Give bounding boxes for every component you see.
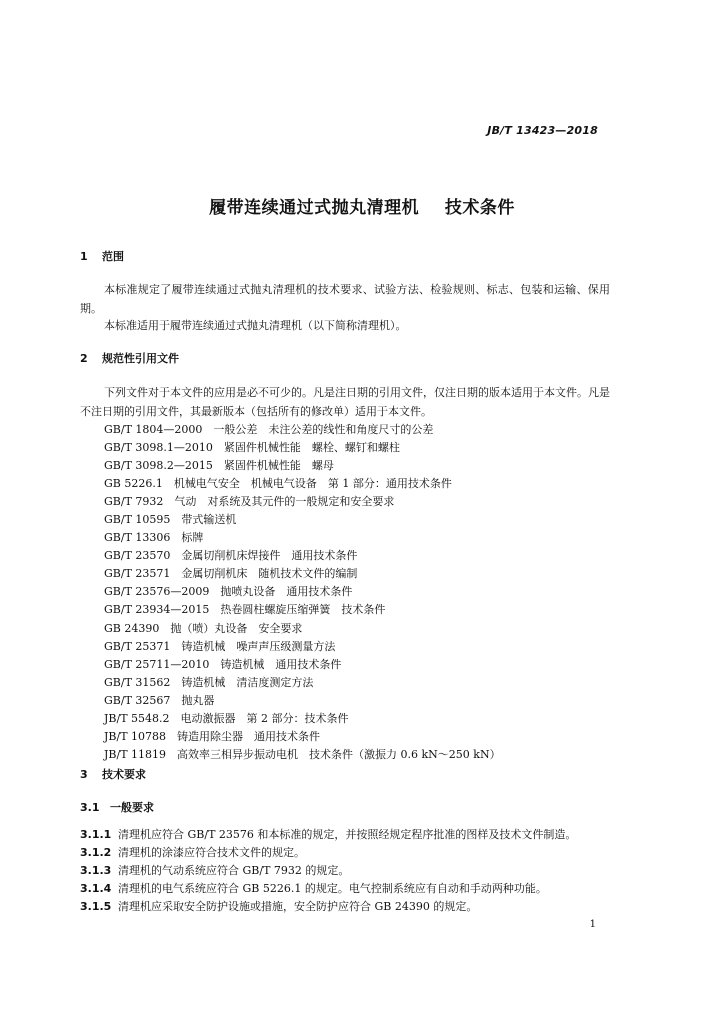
reference-code: GB/T 25711—2010 bbox=[104, 657, 210, 671]
reference-title: 一般公差 未注公差的线性和角度尺寸的公差 bbox=[213, 423, 434, 436]
clause-item bbox=[80, 880, 547, 896]
reference-item bbox=[104, 746, 501, 764]
reference-code: GB/T 7932 bbox=[104, 495, 164, 509]
reference-item bbox=[104, 656, 501, 674]
section-1-heading bbox=[80, 248, 124, 264]
reference-item bbox=[104, 692, 501, 710]
reference-code: GB 24390 bbox=[104, 621, 160, 635]
subsection-number: 3.1 bbox=[80, 801, 100, 814]
clause-number: 3.1.5 bbox=[80, 900, 112, 913]
section-number: 3 bbox=[80, 768, 88, 781]
reference-title: 抛（喷）丸设备 安全要求 bbox=[170, 621, 303, 635]
clause-item bbox=[80, 898, 477, 914]
reference-code: GB 5226.1 bbox=[104, 477, 163, 491]
clause-item bbox=[80, 844, 305, 860]
reference-title: 铸造机械 通用技术条件 bbox=[220, 657, 342, 671]
clause-item bbox=[80, 862, 349, 878]
reference-code: JB/T 11819 bbox=[104, 747, 167, 761]
reference-code: GB/T 3098.1—2010 bbox=[104, 441, 213, 455]
scope-paragraph-2: 本标准适用于履带连续通过式抛丸清理机（以下简称清理机）。 bbox=[104, 319, 407, 332]
reference-item bbox=[104, 439, 501, 457]
reference-title: 高效率三相异步振动电机 技术条件（激振力 0.6 kN～250 kN） bbox=[177, 747, 501, 761]
reference-title: 金属切削机床焊接件 通用技术条件 bbox=[181, 549, 358, 563]
standard-number: JB/T 13423—2018 bbox=[487, 124, 598, 137]
reference-code: GB/T 31562 bbox=[104, 675, 171, 689]
reference-code: JB/T 10788 bbox=[104, 729, 167, 743]
section-title: 技术要求 bbox=[102, 768, 146, 781]
document-title: 履带连续通过式抛丸清理机 技术条件 bbox=[209, 198, 515, 218]
clause-text: 清理机应采取安全防护设施或措施，安全防护应符合 GB 24390 的规定。 bbox=[118, 900, 478, 913]
reference-title: 抛喷丸设备 通用技术条件 bbox=[220, 585, 353, 599]
reference-title: 紧固件机械性能 螺母 bbox=[223, 459, 334, 473]
subsection-title: 一般要求 bbox=[110, 801, 154, 814]
scope-paragraph-1: 本标准规定了履带连续通过式抛丸清理机的技术要求、试验方法、检验规则、标志、包装和运输、保用期。 bbox=[80, 283, 610, 315]
reference-item bbox=[104, 565, 501, 583]
clause-item bbox=[80, 826, 576, 842]
reference-item bbox=[104, 547, 501, 565]
reference-code: GB/T 23576—2009 bbox=[104, 585, 210, 599]
reference-code: GB/T 25371 bbox=[104, 639, 171, 653]
reference-code: GB/T 10595 bbox=[104, 513, 171, 527]
clause-text: 清理机的涂漆应符合技术文件的规定。 bbox=[118, 846, 305, 859]
references-intro: 下列文件对于本文件的应用是必不可少的。凡是注日期的引用文件，仅注日期的版本适用于本文件。凡是不注日期的引用文件，其最新版本（包括所有的修改单）适用于本文件。 bbox=[80, 386, 610, 418]
reference-item bbox=[104, 710, 501, 728]
reference-item bbox=[104, 457, 501, 475]
reference-code: JB/T 5548.2 bbox=[104, 711, 170, 725]
reference-code: GB/T 32567 bbox=[104, 693, 171, 707]
reference-title: 气动 对系统及其元件的一般规定和安全要求 bbox=[174, 495, 395, 509]
reference-code: GB/T 23934—2015 bbox=[104, 603, 210, 617]
reference-item bbox=[104, 674, 501, 692]
reference-title: 标牌 bbox=[181, 531, 204, 545]
reference-title: 铸造用除尘器 通用技术条件 bbox=[177, 729, 321, 743]
reference-item bbox=[104, 728, 501, 746]
section-title: 范围 bbox=[102, 250, 124, 263]
reference-title: 机械电气安全 机械电气设备 第 1 部分：通用技术条件 bbox=[173, 477, 452, 491]
clause-number: 3.1.3 bbox=[80, 864, 112, 877]
clause-number: 3.1.1 bbox=[80, 828, 112, 841]
clause-text: 清理机的气动系统应符合 GB/T 7932 的规定。 bbox=[118, 864, 350, 877]
subsection-3-1-heading bbox=[80, 799, 154, 815]
reference-title: 金属切削机床 随机技术文件的编制 bbox=[181, 567, 358, 581]
reference-item bbox=[104, 475, 501, 493]
section-title: 规范性引用文件 bbox=[102, 352, 179, 365]
clause-text: 清理机的电气系统应符合 GB 5226.1 的规定。电气控制系统应有自动和手动两种功能。 bbox=[118, 882, 547, 895]
reference-item bbox=[104, 421, 501, 439]
section-number: 2 bbox=[80, 352, 88, 365]
reference-code: GB/T 3098.2—2015 bbox=[104, 459, 213, 473]
reference-title: 紧固件机械性能 螺栓、螺钉和螺柱 bbox=[223, 441, 400, 455]
reference-title: 电动激振器 第 2 部分：技术条件 bbox=[180, 711, 349, 725]
reference-code: GB/T 13306 bbox=[104, 531, 171, 545]
reference-title: 铸造机械 清洁度测定方法 bbox=[181, 675, 314, 689]
reference-item bbox=[104, 529, 501, 547]
reference-item bbox=[104, 511, 501, 529]
reference-item bbox=[104, 601, 501, 619]
reference-item bbox=[104, 583, 501, 601]
section-number: 1 bbox=[80, 250, 88, 263]
page-number: 1 bbox=[589, 919, 596, 930]
reference-title: 热卷圆柱螺旋压缩弹簧 技术条件 bbox=[220, 603, 386, 617]
reference-item bbox=[104, 493, 501, 511]
reference-code: GB/T 23570 bbox=[104, 549, 171, 563]
reference-title: 带式输送机 bbox=[181, 513, 237, 527]
clause-number: 3.1.4 bbox=[80, 882, 112, 895]
clause-number: 3.1.2 bbox=[80, 846, 112, 859]
normative-references-list bbox=[104, 421, 501, 764]
reference-code: GB/T 1804—2000 bbox=[104, 423, 203, 436]
section-3-heading bbox=[80, 766, 146, 782]
section-2-heading bbox=[80, 350, 179, 366]
reference-item bbox=[104, 620, 501, 638]
reference-title: 抛丸器 bbox=[181, 693, 215, 707]
reference-item bbox=[104, 638, 501, 656]
reference-code: GB/T 23571 bbox=[104, 567, 171, 581]
reference-title: 铸造机械 噪声声压级测量方法 bbox=[181, 639, 336, 653]
clause-text: 清理机应符合 GB/T 23576 和本标准的规定，并按照经规定程序批准的图样及技术文件制造。 bbox=[118, 828, 577, 841]
